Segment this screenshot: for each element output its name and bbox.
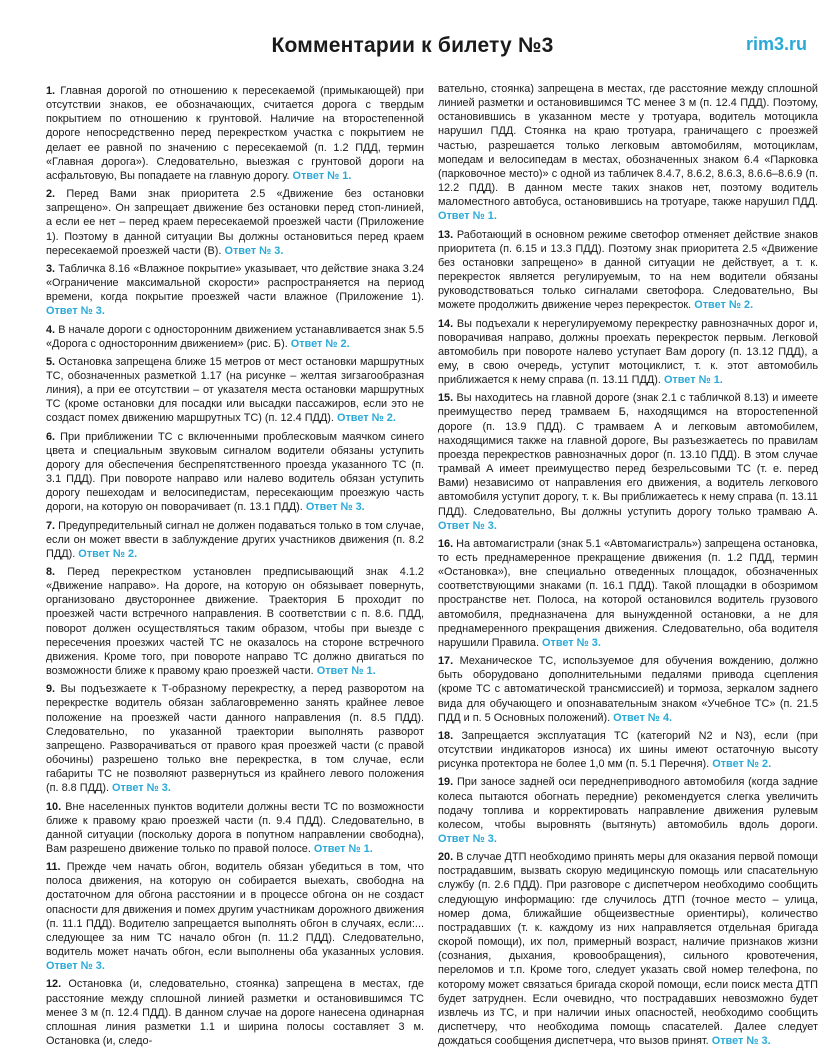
- answer-label: Ответ № 3.: [542, 636, 601, 649]
- answer-label: Ответ № 1.: [313, 842, 373, 855]
- comment-text: Остановка запрещена ближе 15 метров от мест остановки маршрутных ТС, обозначенных разметкой 1.17 (на рисунке – желтая зигзагообразная линия), а при ее отсутствии – от указателя места остановки маршрутных ТС (кроме остановки для посадки или высадки пассажиров, если это не создаст помех движению маршрутных ТС) (п. 12.4 ПДД).: [46, 355, 424, 425]
- comment-text: Вы находитесь на главной дороге (знак 2.1 с табличкой 8.13) и имеете преимущество перед трамваем Б, находящимся на второстепенной дороге (п. 13.9 ПДД). С трамваем А и легковым автомобилем, находящимися также на главной дороге, Вы разъезжаетесь по правилам проезда перекрестков равнозначных дорог (п. 13.10 ПДД). В этом случае трамвай А имеет преимущество перед безрельсовыми ТС (т. е. перед Вами) независимо от направления его движения, а водитель легкового автомобиля уступит дорогу, т. к. Вы приближаетесь к нему справа (п. 13.11 ПДД). Следовательно, Вы должны уступить дорогу только трамваю А.: [438, 392, 818, 518]
- question-comment: [438, 729, 818, 771]
- question-number: 16.: [438, 537, 454, 550]
- question-number: 5.: [46, 355, 56, 368]
- question-comment: [46, 262, 424, 319]
- question-number: 12.: [46, 978, 62, 991]
- comment-text: Перед перекрестком установлен предписывающий знак 4.1.2 «Движение направо». На дороге, на которую он обязывает повернуть, организовано двустороннее движение. Траектория Б проходит по проезжей части встречного направления. В соответствии с п. 8.6. ПДД, поворот должен осуществляться таким образом, чтобы при выезде с пересечения проезжих частей ТС не оказалось на стороне встречного движения. Кроме того, при повороте направо ТС должно двигаться по возможности ближе к правому краю проезжей части.: [46, 566, 424, 678]
- comment-text: Вы подъезжаете к Т-образному перекрестку, а перед разворотом на перекрестке водитель обязан заблаговременно занять крайнее левое положение на проезжей части данного направления (п. 8.5 ПДД). Следовательно, по указанной траектории выполнять разворот запрещено. Разворачиваться от правого края проезжей части (с правой обочины) разрешено только вне перекрестка, в том случае, если габариты ТС не позволяют развернуться из крайнего левого положения (п. 8.8 ПДД).: [46, 683, 424, 795]
- answer-label: Ответ № 1.: [438, 210, 497, 223]
- question-comment: [438, 228, 818, 313]
- comment-text: Перед Вами знак приоритета 2.5 «Движение без остановки запрещено». Он запрещает движение без остановки перед стоп-линией, а если ее нет – перед краем пересекаемой проезжей части (Приложение 1). Поэтому в данной ситуации Вы должны остановиться перед краем пересекаемой проезжей части (В).: [46, 188, 424, 257]
- comment-text: В начале дороги с односторонним движением устанавливается знак 5.5 «Дорога с односторонним движением» (рис. Б).: [46, 323, 424, 350]
- question-number: 7.: [46, 519, 56, 532]
- comment-text: На автомагистрали (знак 5.1 «Автомагистраль») запрещена остановка, то есть преднамеренное прекращение движения (п. 1.2 ПДД, термин «Остановка»), вне специально отведенных площадок, обозначенных соответствующими знаками (п. 16.1 ПДД). Такой площадки в обозримом пространстве нет. Полоса, на которой остановился водитель грузового автомобиля, предназначена для вынужденной остановки, а не для преднамеренного прекращения движения. Следовательно, оба водителя нарушили Правила.: [438, 537, 818, 649]
- left-column: [46, 84, 424, 1052]
- question-comment: [438, 850, 818, 1048]
- question-number: 18.: [438, 729, 454, 742]
- question-number: 1.: [46, 85, 56, 97]
- question-number: 6.: [46, 430, 56, 443]
- question-comment: [46, 430, 424, 515]
- question-comment: [46, 519, 424, 561]
- question-comment: [46, 187, 424, 258]
- page-header: [0, 0, 825, 72]
- question-comment: [46, 323, 424, 351]
- question-number: 19.: [438, 776, 454, 789]
- answer-label: Ответ № 2.: [78, 547, 138, 560]
- question-comment: [438, 537, 818, 650]
- question-comment: [46, 682, 424, 795]
- question-number: 3.: [46, 262, 56, 275]
- question-comment: [438, 654, 818, 725]
- answer-label: Ответ № 3.: [112, 782, 171, 795]
- comment-text: При приближении ТС с включенными проблесковым маячком синего цвета и специальным звуковым сигналом водители обязаны уступить дорогу для обеспечения беспрепятственного проезда указанного ТС (п. 3.1 ПДД). При повороте направо или налево водитель обязан уступить дорогу пешеходам и велосипедистам, пересекающим проезжую часть дороги, на которую он поворачивает (п. 13.1 ПДД).: [46, 430, 424, 514]
- comment-text: При заносе задней оси переднеприводного автомобиля (когда задние колеса пытаются обогнать передние) рекомендуется слегка увеличить подачу топлива и корректировать направление движения рулевым колесом, чтобы выровнять (вытянуть) автомобиль вдоль дороги.: [438, 776, 818, 831]
- question-number: 8.: [46, 566, 56, 578]
- question-number: 20.: [438, 851, 454, 864]
- question-comment: [46, 860, 424, 973]
- comment-text: Вы подъехали к нерегулируемому перекрестку равнозначных дорог и, поворачивая направо, должны проехать перекресток первым. Легковой автомобиль при повороте налево уступает Вам дорогу (п. 13.12 ПДД), а ему, в свою очередь, уступит мотоциклист, т. к. этот автомобиль приближается к нему справа (п. 13.11 ПДД).: [438, 317, 818, 387]
- comment-text: Работающий в основном режиме светофор отменяет действие знаков приоритета (п. 6.15 и 13.3 ПДД). Поэтому знак приоритета 2.5 «Движение без остановки запрещено» в данной ситуации не действует, а т. к. перекресток является регулируемым, то на нем водители обязаны руководствоваться только сигналами светофора. Следовательно, Вы можете продолжить движение через перекресток.: [438, 228, 818, 312]
- right-column: [438, 82, 818, 1052]
- answer-label: Ответ № 2.: [694, 299, 754, 312]
- question-number: 11.: [46, 861, 61, 874]
- answer-label: Ответ № 2.: [290, 337, 350, 350]
- comment-text: Табличка 8.16 «Влажное покрытие» указывает, что действие знака 3.24 «Ограничение максимальной скорости» распространяется на период времени, когда покрытие проезжей части влажное (Приложение 1).: [46, 262, 424, 304]
- site-logo[interactable]: rim3.ru: [745, 34, 807, 54]
- answer-label: Ответ № 3.: [305, 501, 365, 514]
- question-comment: [438, 317, 818, 388]
- answer-label: Ответ № 3.: [438, 832, 497, 845]
- question-number: 13.: [438, 228, 454, 241]
- answer-label: Ответ № 3.: [438, 519, 497, 532]
- page-title: Комментарии к билету №3: [271, 34, 554, 57]
- question-comment: [46, 800, 424, 857]
- question-number: 4.: [46, 323, 56, 336]
- comment-text: Главная дорогой по отношению к пересекаемой (примыкающей) при отсутствии знаков, ее обозначающих, считается дорога с твердым покрытием по отношению к грунтовой. Наличие на второстепенной дороге непосредственно перед перекрестком участка с покрытием не делает ее равной по значению с пересекаемой (п. 1.2 ПДД, термин «Главная дорога»). Следовательно, выезжая с грунтовой дороги на асфальтовую, Вы попадаете на главную дорогу.: [46, 85, 424, 182]
- question-number: 9.: [46, 683, 56, 696]
- answer-label: Ответ № 2.: [336, 412, 396, 425]
- comment-text: Прежде чем начать обгон, водитель обязан убедиться в том, что полоса движения, на которую он собирается выехать, свободна на достаточном для обгона расстоянии и в процессе обгона он не создаст опасности для движения и помех другим участникам дорожного движения (п. 11.1 ПДД). Водителю запрещается выполнять обгон в случаях, если:... следующее за ним ТС начало обгон (п. 11.2 ПДД). Следовательно, водитель может начать обгон, если выполнены оба указанных условия.: [46, 861, 424, 959]
- question-number: 14.: [438, 317, 454, 330]
- question-comment: [46, 977, 424, 1048]
- comment-text: Предупредительный сигнал не должен подаваться только в том случае, если он может ввести в заблуждение других участников движения (п. 8.2 ПДД).: [46, 519, 424, 560]
- answer-label: Ответ № 4.: [613, 711, 673, 724]
- answer-label: Ответ № 3.: [224, 244, 284, 257]
- answer-label: Ответ № 1.: [292, 169, 352, 182]
- question-number: 10.: [46, 800, 62, 813]
- comment-text: Запрещается эксплуатация ТС (категорий N2 и N3), если (при отсутствии индикаторов износа) их шины имеют остаточную высоту рисунка протектора не более 1,0 мм (п. 5.1 Перечня).: [438, 729, 818, 771]
- question-number: 17.: [438, 655, 454, 668]
- question-comment: [438, 82, 818, 224]
- question-comment: [438, 775, 818, 846]
- question-number: 15.: [438, 392, 454, 405]
- question-comment: [46, 355, 424, 426]
- question-comment: [46, 565, 424, 678]
- comment-text: Вне населенных пунктов водители должны вести ТС по возможности ближе к правому краю проезжей части (п. 9.4 ПДД). Следовательно, в данной ситуации (поскольку дорога в попутном направлении свободна), Вам разрешено движение только по правой полосе.: [46, 800, 424, 855]
- comment-text: Механическое ТС, используемое для обучения вождению, должно быть оборудовано дополнительными педалями привода сцепления (кроме ТС с автоматической трансмиссией) и тормоза, зеркалом заднего вида для обучающего и опознавательным знаком «Учебное ТС» (п. 21.5 ПДД и п. 5 Основных положений).: [438, 655, 818, 724]
- answer-label: Ответ № 1.: [663, 374, 723, 387]
- comment-text: В случае ДТП необходимо принять меры для оказания первой помощи пострадавшим, вызвать скорую медицинскую помощь или спасательную службу (п. 2.6 ПДД). При разговоре с диспетчером необходимо сообщить следующую информацию: где случилось ДТП (точное место – улица, номер дома, ближайшие общеизвестные ориентиры), количество пострадавших (т. к. каждому из них направляется отдельная бригада скорой помощи), их пол, примерный возраст, наличие признаков жизни (сознания, дыхания, кровообращения), сильного кровотечения, переломов и т.п. Кроме того, следует указать свой номер телефона, по которому может связаться бригада скорой помощи, если поиск места ДТП будет затруднен. Если очевидно, что пострадавших невозможно будет извлечь из ТС, и при наличии иных опасностей, необходимо сообщить диспетчеру, что необходима помощь спасателей. Далее следует дождаться сообщения диспетчера, что вызов принят.: [438, 851, 818, 1048]
- comment-text: вательно, стоянка) запрещена в местах, где расстояние между сплошной линией разметки и остановившимся ТС менее 3 м (п. 12.4 ПДД). Поэтому, остановившись в указанном месте у тротуара, водитель мотоцикла нарушил ПДД. Стоянка на краю тротуара, граничащего с проезжей частью, разрешается только легковым автомобилям, мотоциклам, мопедам и велосипедам в местах, обозначенных знаком 6.4 «Парковка (парковочное место)» с одной из табличек 8.4.7, 8.6.2, 8.6.3, 8.6.6–8.6.9 (п. 12.2 ПДД). В данном месте таких знаков нет, поэтому водитель маломестного автобуса, остановившись на тротуаре, также нарушил ПДД.: [438, 83, 818, 209]
- answer-label: Ответ № 1.: [316, 665, 376, 678]
- answer-label: Ответ № 3.: [711, 1035, 771, 1048]
- answer-label: Ответ № 3.: [46, 960, 105, 973]
- question-comment: [438, 391, 818, 533]
- question-comment: [46, 84, 424, 183]
- question-number: 2.: [46, 188, 56, 201]
- answer-label: Ответ № 3.: [46, 305, 105, 318]
- comment-text: Остановка (и, следовательно, стоянка) запрещена в местах, где расстояние между сплошной линией разметки и остановившимся ТС менее 3 м (п. 12.4 ПДД). В данном случае на дороге нанесена одинарная сплошная линия разметки 1.1 и ширина полосы составляет 3 м. Остановка (и, следо-: [46, 978, 424, 1047]
- answer-label: Ответ № 2.: [712, 758, 772, 771]
